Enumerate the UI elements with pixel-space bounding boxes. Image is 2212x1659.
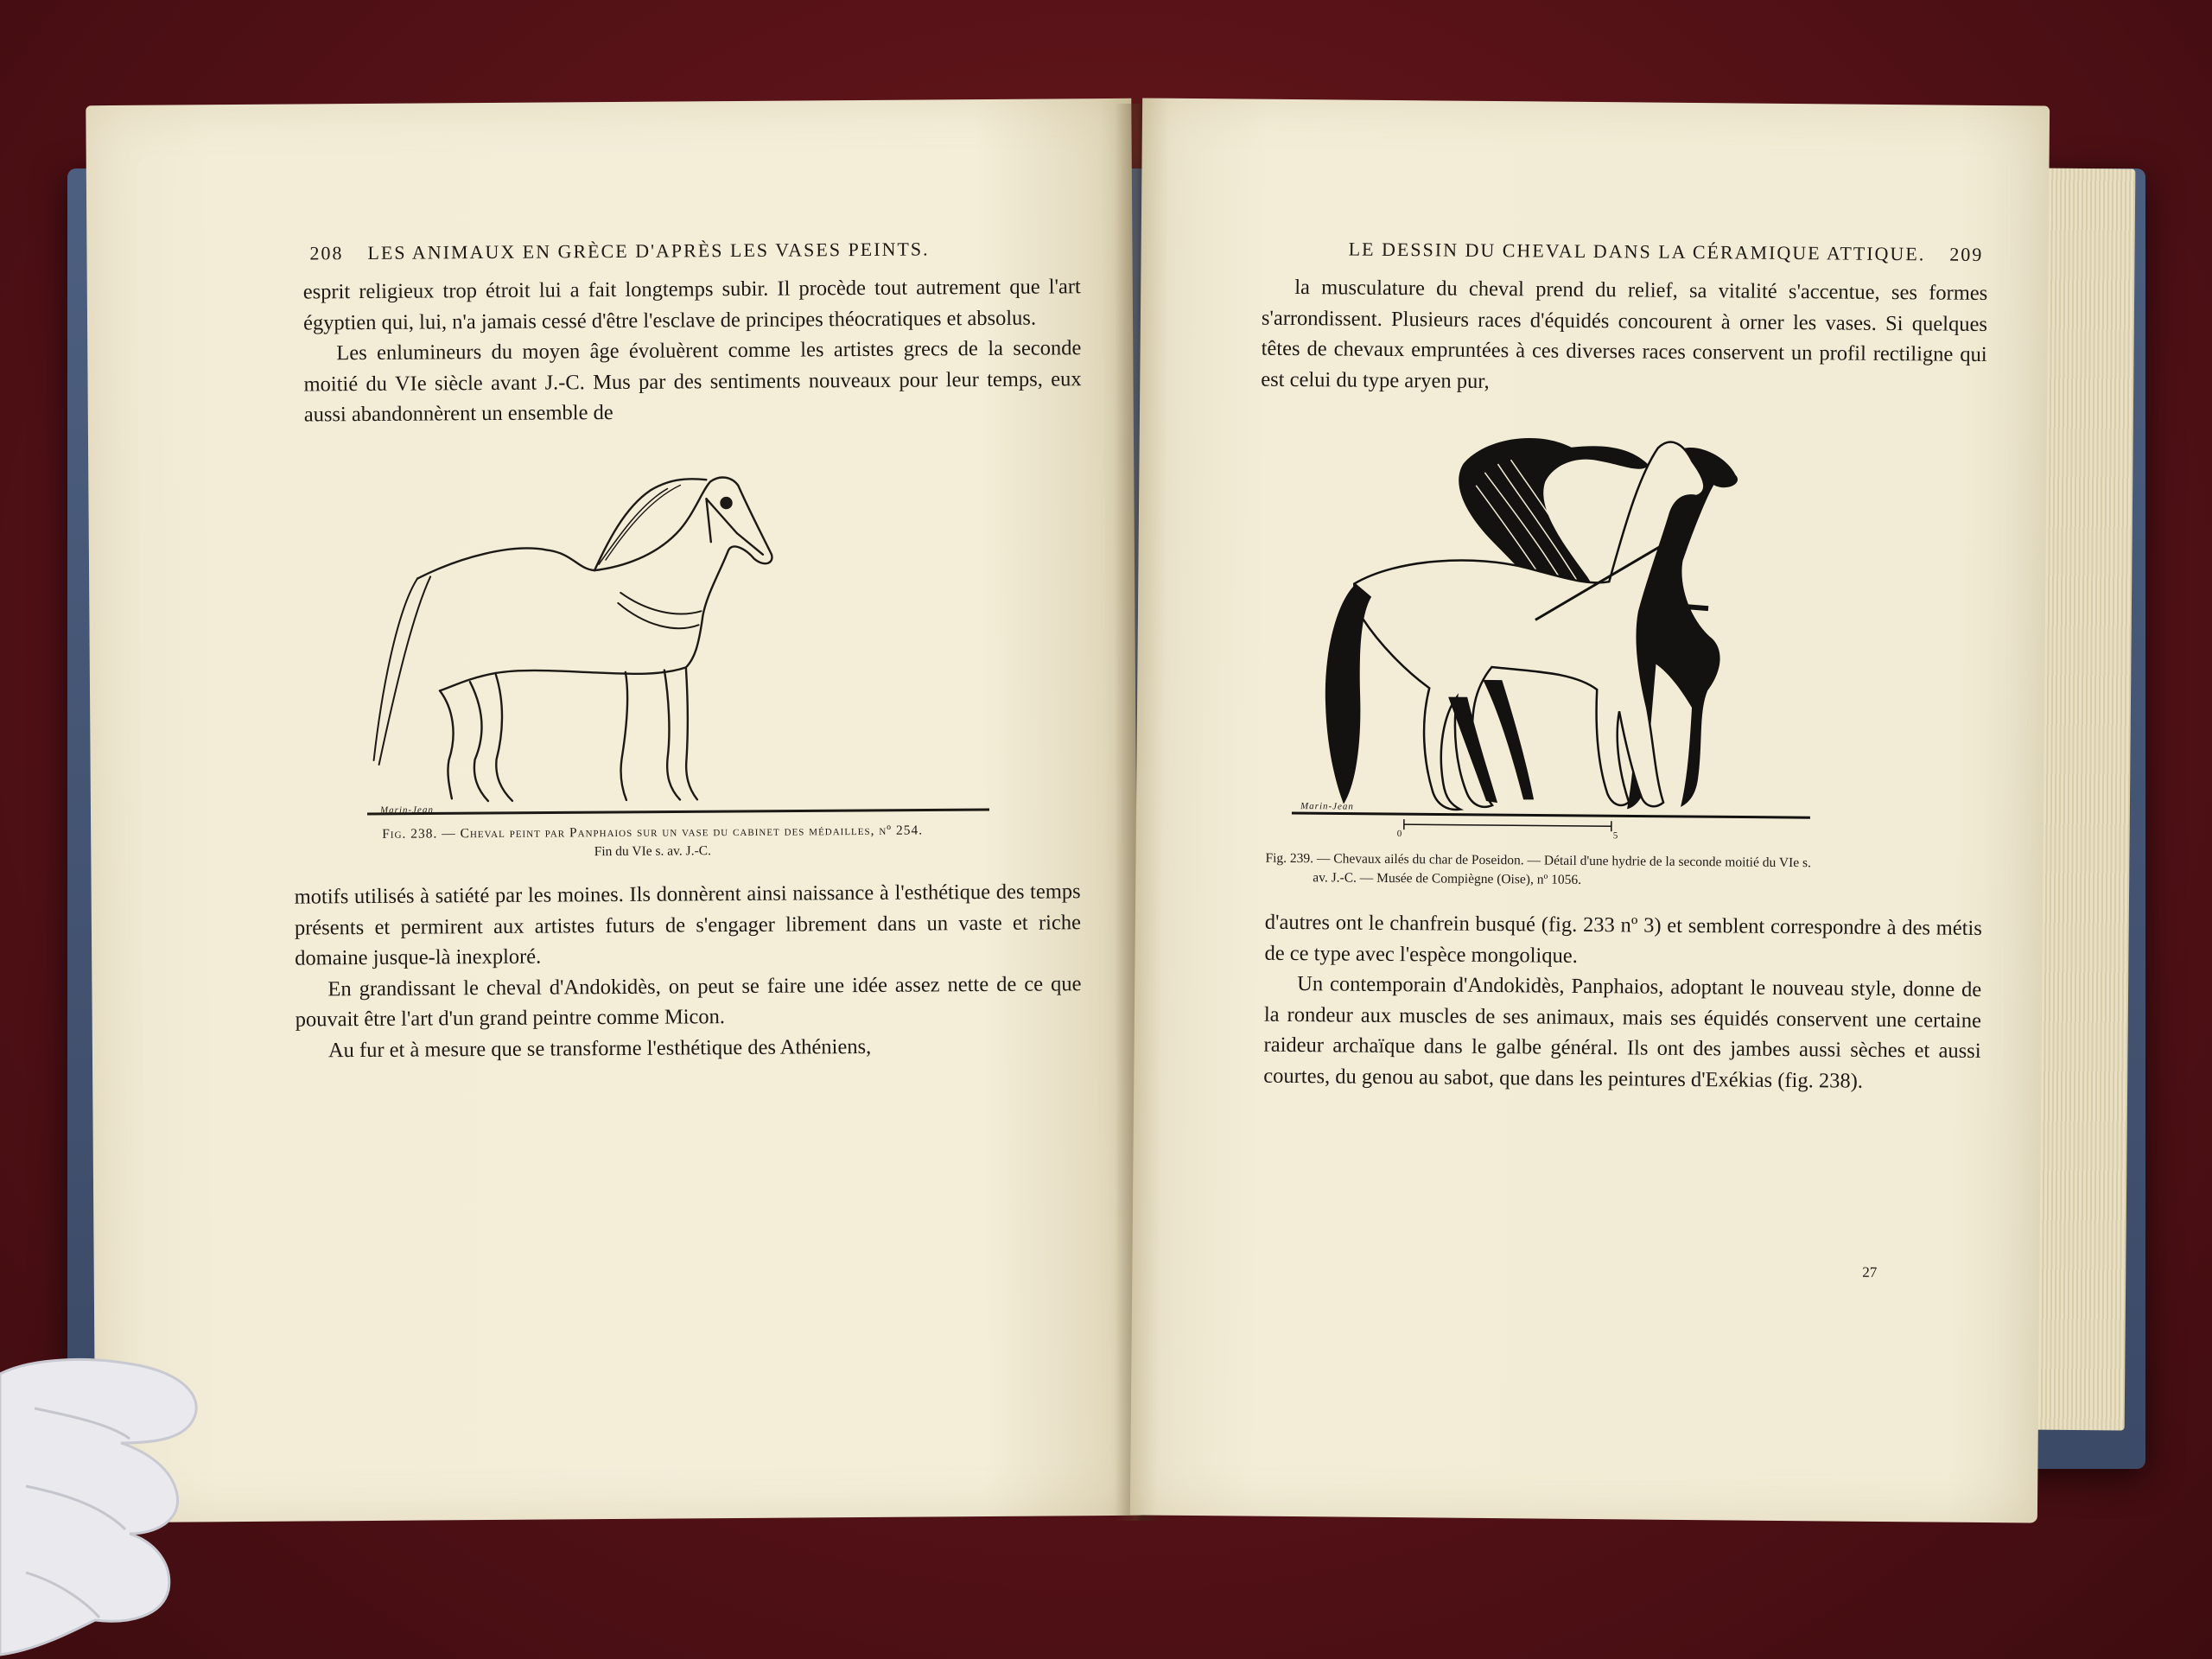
paragraph: Les enlumineurs du moyen âge évoluèrent comme les artistes grecs de la seconde moitié du VIe siècle avant J.-C. Mus par des sentiments nouveaux pour leur temps, eux aussi abandonnèrent un ensemble de [303,336,1082,427]
left-text-bottom [295,876,1082,1065]
right-text-top [1261,272,1987,401]
caption-line: Fig. 239. — Chevaux ailés du char de Poseidon. — Détail d'une hydrie de la seconde moitié du VIe s. [1265,850,1811,871]
winged-horses-figure-239 [1274,410,1831,830]
left-header-title: LES ANIMAUX EN GRÈCE D'APRÈS LES VASES PEINTS. [367,238,930,264]
scale-start-label: 0 [1396,829,1403,840]
paragraph: motifs utilisés à satiété par les moines. Ils donnèrent ainsi naissance à l'esthétique des temps présents et permirent aux artistes futurs de s'engager librement dans un vaste et riche domaine jusque-là inexploré. [294,880,1082,970]
right-text-bottom [1263,907,1982,1097]
right-running-header [1349,238,1984,266]
paragraph: Un contemporain d'Andokidès, Panphaios, adoptant le nouveau style, donne de la rondeur aux muscles de ses animaux, mais ses équidés conservent une certaine raideur archaïque dans le galbe général. Ils ont des jambes aussi sèches et aussi courtes, du genou au sabot, que dans les peintures d'Exékias (fig. 238). [1263,972,1982,1093]
paragraph: d'autres ont le chanfrein busqué (fig. 233 nº 3) et semblent correspondre à des métis de ce type avec l'espèce mongolique. [1264,910,1982,968]
paragraph: Au fur et à mesure que se transforme l'esthétique des Athéniens, [327,1034,872,1062]
figure-238-caption [220,820,1084,864]
paragraph: En grandissant le cheval d'Andokidès, on peut se faire une idée assez nette de ce que pouvait être l'art d'un grand peintre comme Micon. [295,971,1082,1032]
gloved-hand [0,1357,225,1659]
left-page [86,99,1141,1522]
caption-line: av. J.-C. — Musée de Compiègne (Oise), nº 1056. [1313,870,1582,887]
left-text-top [303,271,1082,430]
left-page-number: 208 [309,242,344,264]
right-page-number: 209 [1949,243,1984,265]
left-running-header [309,238,929,264]
paragraph: esprit religieux trop étroit lui a fait longtemps subir. Il procède tout autrement que l'art égyptien qui, lui, n'a jamais cessé d'être l'esclave de principes théocratiques et absolus. [302,275,1081,334]
right-header-title: LE DESSIN DU CHEVAL DANS LA CÉRAMIQUE ATTIQUE. [1348,238,1926,265]
signature-mark: 27 [1862,1263,1878,1281]
figure-239-caption [1265,849,2008,894]
paragraph: la musculature du cheval prend du relief, sa vitalité s'accentue, ses formes s'arrondissent. Plusieurs races d'équidés concourent à orner les vases. Si quelques têtes de chevaux empruntées à ces diverses races conservent un profil rectiligne qui est celui du type aryen pur, [1261,275,1988,393]
figure-239-signature: Marin-Jean [1300,801,1355,812]
scale-end-label: 5 [1612,830,1619,842]
figure-238-signature: Marin-Jean [379,804,434,816]
horse-figure-238 [365,471,989,821]
caption-line: Fin du VIe s. av. J.-C. [594,843,711,860]
right-page [1130,98,2050,1522]
caption-line: Fig. 238. — Cheval peint par Panphaios sur un vase du cabinet des médailles, nº 254. [382,823,924,842]
